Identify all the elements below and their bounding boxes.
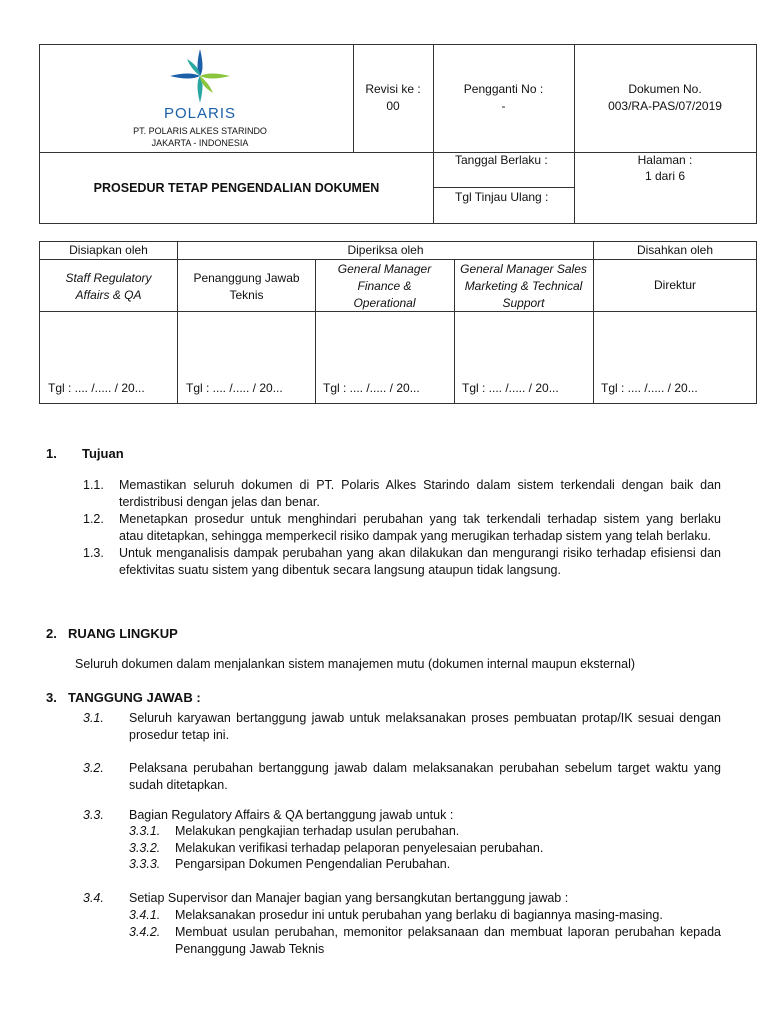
section-1-title: Tujuan xyxy=(82,446,124,461)
date-line-3: Tgl : .... /..... / 20... xyxy=(323,381,420,395)
item-3-4-2-text: Membuat usulan perubahan, memonitor pelaksanaan dan membuat laporan perubahan kepada xyxy=(175,925,721,939)
date-line-4: Tgl : .... /..... / 20... xyxy=(462,381,559,395)
item-1-1-number: 1.1. xyxy=(83,478,104,492)
item-3-1-line2: prosedur tetap ini. xyxy=(129,728,230,742)
company-name: PT. POLARIS ALKES STARINDO xyxy=(133,126,267,136)
logo-text: POLARIS xyxy=(163,105,237,122)
pengganti-label: Pengganti No : xyxy=(463,82,544,96)
section-1-number: 1. xyxy=(46,446,57,461)
item-1-3-line2: efektivitas suatu sistem yang dibentuk secara langsung ataupun tidak langsung. xyxy=(119,563,561,577)
disiapkan-header: Disiapkan oleh xyxy=(69,243,148,257)
document-header xyxy=(39,44,757,224)
dokumen-value: 003/RA-PAS/07/2019 xyxy=(608,99,722,113)
diperiksa-header: Diperiksa oleh xyxy=(347,243,424,257)
item-1-2-number: 1.2. xyxy=(83,512,104,526)
item-3-4-number: 3.4. xyxy=(83,891,104,905)
date-line-1: Tgl : .... /..... / 20... xyxy=(48,381,145,395)
revisi-label: Revisi ke : xyxy=(365,82,421,96)
item-3-4-2-number: 3.4.2. xyxy=(129,925,161,939)
item-3-3-1-number: 3.3.1. xyxy=(129,824,161,838)
role-direktur: Direktur xyxy=(653,278,696,292)
item-3-2-line2: sudah ditetapkan. xyxy=(129,778,228,792)
item-3-2-line1: Pelaksana perubahan bertanggung jawab dalam melaksanakan perubahan sebelum target waktu yang xyxy=(129,761,721,775)
item-3-3-line1: Bagian Regulatory Affairs & QA bertanggung jawab untuk : xyxy=(129,808,454,822)
section-2-text: Seluruh dokumen dalam menjalankan sistem manajemen mutu (dokumen internal maupun eksternal) xyxy=(75,657,636,671)
item-3-4-1-number: 3.4.1. xyxy=(129,908,161,922)
tanggal-berlaku-label: Tanggal Berlaku : xyxy=(455,153,548,167)
role-pj-teknis: Penanggung Jawab Teknis xyxy=(193,271,300,302)
item-3-3-3-number: 3.3.3. xyxy=(129,857,161,871)
item-3-1-line1: Seluruh karyawan bertanggung jawab untuk melaksanakan proses pembuatan protap/IK sesuai dengan xyxy=(129,711,721,725)
item-3-2-number: 3.2. xyxy=(83,761,104,775)
item-1-3-number: 1.3. xyxy=(83,546,104,560)
item-3-4-1-text: Melaksanakan prosedur ini untuk perubahan yang berlaku di bagiannya masing-masing. xyxy=(175,908,663,922)
date-line-2: Tgl : .... /..... / 20... xyxy=(186,381,283,395)
item-3-4-line1: Setiap Supervisor dan Manajer bagian yang bersangkutan bertanggung jawab : xyxy=(129,891,569,905)
dokumen-label: Dokumen No. xyxy=(628,82,702,96)
approval-table xyxy=(39,241,757,404)
section-2-title: RUANG LINGKUP xyxy=(68,626,178,641)
item-1-1-line2: terdistribusi dengan jelas dan benar. xyxy=(119,495,320,509)
date-line-5: Tgl : .... /..... / 20... xyxy=(601,381,698,395)
disahkan-header: Disahkan oleh xyxy=(636,243,714,257)
revisi-value: 00 xyxy=(386,99,400,113)
section-2-number: 2. xyxy=(46,626,57,641)
tgl-tinjau-label: Tgl Tinjau Ulang : xyxy=(455,190,549,204)
item-3-3-1-text: Melakukan pengkajian terhadap usulan perubahan. xyxy=(175,824,460,838)
halaman-value: 1 dari 6 xyxy=(644,169,686,183)
item-3-3-number: 3.3. xyxy=(83,808,104,822)
item-1-3-line1: Untuk menganalisis dampak perubahan yang akan dilakukan dan mengurangi risiko terhadap efisiensi dan xyxy=(119,546,721,560)
section-3-number: 3. xyxy=(46,690,57,705)
halaman-label: Halaman : xyxy=(637,153,693,167)
item-3-4-2-text2: Penanggung Jawab Teknis xyxy=(175,942,325,956)
company-location: JAKARTA - INDONESIA xyxy=(151,138,249,148)
item-3-1-number: 3.1. xyxy=(83,711,104,725)
role-staff-ra: Staff Regulatory Affairs & QA xyxy=(65,271,152,302)
item-3-3-3-text: Pengarsipan Dokumen Pengendalian Perubahan. xyxy=(175,857,451,871)
role-gm-finance: General Manager Finance & Operational xyxy=(337,262,432,310)
item-1-1-line1: Memastikan seluruh dokumen di PT. Polaris Alkes Starindo dalam sistem terkendali dengan baik dan xyxy=(119,478,721,492)
role-gm-sales: General Manager Sales Marketing & Technical Support xyxy=(460,262,587,310)
item-1-2-line2: atau ditetapkan, sehingga memperkecil risiko dampak yang merugikan terhadap sistem yang telah berlaku. xyxy=(119,529,711,543)
company-logo xyxy=(165,47,235,105)
document-title: PROSEDUR TETAP PENGENDALIAN DOKUMEN xyxy=(93,181,380,195)
item-1-2-line1: Menetapkan prosedur untuk menghindari perubahan yang tak terkendali terhadap sistem yang berlaku xyxy=(119,512,721,526)
section-3-title: TANGGUNG JAWAB : xyxy=(68,690,201,705)
item-3-3-2-number: 3.3.2. xyxy=(129,841,161,855)
item-3-3-2-text: Melakukan verifikasi terhadap pelaporan penyelesaian perubahan. xyxy=(175,841,544,855)
polaris-star-icon xyxy=(165,47,235,105)
pengganti-value: - xyxy=(501,99,506,113)
